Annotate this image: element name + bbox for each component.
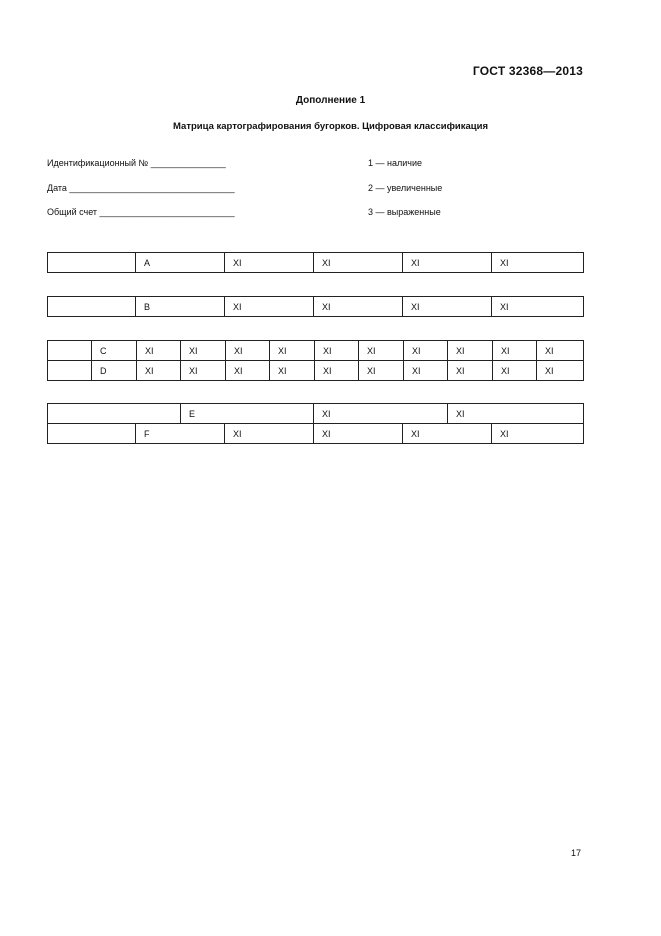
matrix-table-cd (47, 340, 584, 381)
table-cell: XI (225, 424, 314, 444)
row-label-e: E (181, 404, 314, 424)
table-cell: XI (403, 297, 492, 317)
row-label-c: C (92, 341, 137, 361)
legend-item-pronounced: 3 — выраженные (368, 207, 441, 217)
table-row (48, 404, 584, 424)
empty-cell (48, 297, 136, 317)
table-cell: XI (359, 361, 404, 381)
table-cell: XI (493, 361, 537, 381)
table-cell: XI (181, 341, 226, 361)
table-cell: XI (314, 404, 448, 424)
table-cell: XI (404, 361, 448, 381)
legend-item-presence: 1 — наличие (368, 158, 422, 168)
row-label-f: F (136, 424, 225, 444)
empty-cell (48, 361, 92, 381)
row-label-b: B (136, 297, 225, 317)
table-cell: XI (403, 253, 492, 273)
empty-cell (48, 424, 136, 444)
table-cell: XI (537, 341, 584, 361)
table-row (48, 361, 584, 381)
empty-cell (48, 404, 181, 424)
table-cell: XI (314, 424, 403, 444)
row-label-a: A (136, 253, 225, 273)
table-cell: XI (181, 361, 226, 381)
table-cell: XI (448, 341, 493, 361)
table-cell: XI (404, 341, 448, 361)
table-cell: XI (448, 361, 493, 381)
table-cell: XI (137, 341, 181, 361)
table-row (48, 253, 584, 273)
total-count-field: Общий счет ___________________________ (47, 207, 235, 217)
matrix-title: Матрица картографирования бугорков. Цифровая классификация (173, 121, 488, 132)
page-number: 17 (570, 848, 581, 858)
table-cell: XI (314, 253, 403, 273)
table-cell: XI (225, 297, 314, 317)
table-row (48, 424, 584, 444)
table-cell: XI (537, 361, 584, 381)
table-cell: XI (359, 341, 404, 361)
document-code: ГОСТ 32368—2013 (472, 64, 583, 78)
table-row (48, 297, 584, 317)
matrix-table-ef (47, 403, 584, 444)
table-cell: XI (315, 341, 359, 361)
table-cell: XI (492, 424, 584, 444)
table-cell: XI (448, 404, 584, 424)
table-cell: XI (270, 341, 315, 361)
date-field: Дата _________________________________ (47, 183, 235, 193)
table-cell: XI (225, 253, 314, 273)
appendix-title: Дополнение 1 (295, 95, 366, 106)
matrix-table-b (47, 296, 584, 317)
empty-cell (48, 253, 136, 273)
table-cell: XI (137, 361, 181, 381)
row-label-d: D (92, 361, 137, 381)
table-cell: XI (403, 424, 492, 444)
table-cell: XI (492, 253, 584, 273)
table-cell: XI (226, 361, 270, 381)
table-cell: XI (493, 341, 537, 361)
table-cell: XI (270, 361, 315, 381)
table-cell: XI (314, 297, 403, 317)
table-cell: XI (492, 297, 584, 317)
legend-item-enlarged: 2 — увеличенные (368, 183, 443, 193)
empty-cell (48, 341, 92, 361)
table-cell: XI (226, 341, 270, 361)
matrix-table-a (47, 252, 584, 273)
table-row (48, 341, 584, 361)
table-cell: XI (315, 361, 359, 381)
id-number-field: Идентификационный № _______________ (47, 158, 226, 168)
